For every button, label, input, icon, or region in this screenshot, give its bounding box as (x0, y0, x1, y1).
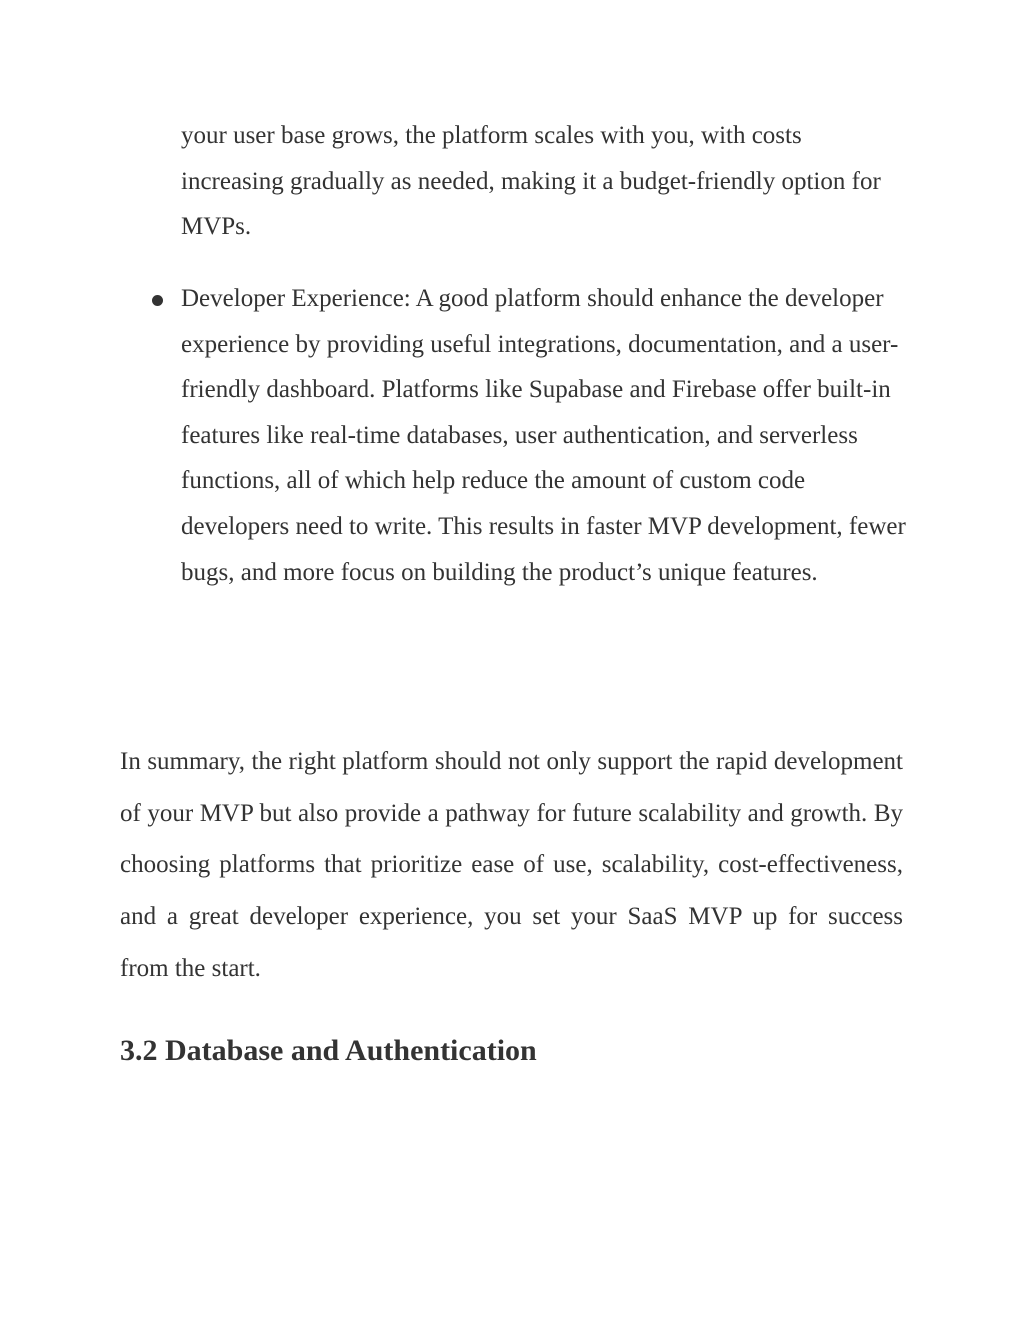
list-item-text: Developer Experience: A good platform should enhance the developer experience by providing useful integrations, documentation, and a user-friendly dashboard. Platforms like Supabase and Firebase offer built-in features like real-time databases, user authentication, and serverless functions, all of which help reduce the amount of custom code developers need to write. This results in faster MVP development, fewer bugs, and more focus on building the product’s unique features. (181, 285, 906, 586)
bullet-list (120, 276, 910, 595)
list-item (120, 276, 910, 595)
section-heading: 3.2 Database and Authentication (120, 1034, 537, 1067)
bullet-icon (152, 295, 163, 306)
summary-paragraph: In summary, the right platform should not only support the rapid development of your MVP but also provide a pathway for future scalability and growth. By choosing platforms that prioritize ease of use, scalability, cost-effectiveness, and a great developer experience, you set your SaaS MVP up for success from the start. (120, 748, 903, 982)
continued-bullet-text: your user base grows, the platform scales with you, with costs increasing gradually as needed, making it a budget-friendly option for MVPs. (181, 122, 881, 241)
